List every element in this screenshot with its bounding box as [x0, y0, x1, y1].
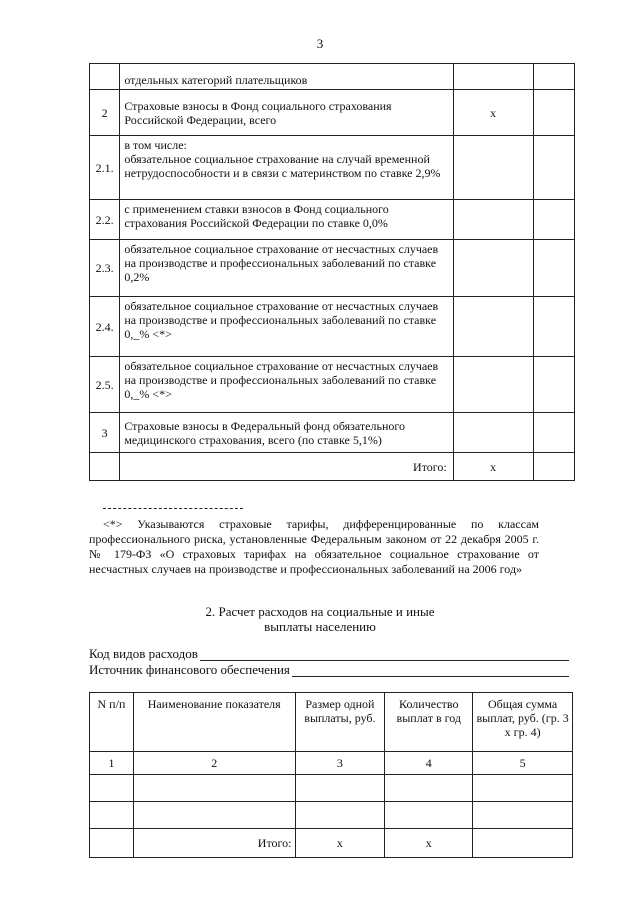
expense-code-field [89, 646, 569, 661]
row-cell-3 [453, 357, 533, 413]
cell [473, 802, 573, 829]
row-cell-4 [533, 240, 574, 297]
cell [385, 802, 473, 829]
total-label: Итого: [133, 829, 295, 858]
table-row [90, 413, 575, 453]
total-row [90, 453, 575, 481]
row-cell-3 [453, 413, 533, 453]
cell [295, 775, 385, 802]
expense-code-label: Код видов расходов [89, 646, 198, 661]
cell [90, 802, 134, 829]
cell [90, 829, 134, 858]
index-cell: 1 [90, 752, 134, 775]
table-row [90, 136, 575, 200]
row-cell-4 [533, 297, 574, 357]
table-row [90, 240, 575, 297]
row-text: обязательное социальное страхование от несчастных случаев на производстве и профессиональных заболеваний по ставке 0,2% [120, 240, 453, 297]
cell [385, 775, 473, 802]
table-row [90, 357, 575, 413]
index-cell: 2 [133, 752, 295, 775]
total-cell-4: x [385, 829, 473, 858]
total-empty-cell [90, 453, 120, 481]
row-text: в том числе: обязательное социальное страхование на случай временной нетрудоспособности и в связи с материнством по ставке 2,9% [120, 136, 453, 200]
row-number: 2 [90, 90, 120, 136]
insurance-contributions-table [89, 63, 575, 481]
expense-code-blank[interactable] [200, 648, 569, 661]
total-cell-3: x [453, 453, 533, 481]
row-cell-4 [533, 357, 574, 413]
row-cell-4 [533, 90, 574, 136]
row-number [90, 64, 120, 90]
footnote-separator [103, 508, 243, 509]
header-cell: Наименование показателя [133, 693, 295, 752]
row-number: 2.4. [90, 297, 120, 357]
row-number: 2.2. [90, 200, 120, 240]
section-title [150, 604, 490, 634]
row-cell-3 [453, 240, 533, 297]
table-row [90, 802, 573, 829]
row-text: Страховые взносы в Федеральный фонд обязательного медицинского страхования, всего (по ставке 5,1%) [120, 413, 453, 453]
total-cell-4 [533, 453, 574, 481]
row-cell-3 [453, 297, 533, 357]
cell [90, 775, 134, 802]
cell [133, 775, 295, 802]
table-row [90, 775, 573, 802]
cell [133, 802, 295, 829]
funding-source-label: Источник финансового обеспечения [89, 662, 290, 677]
cell [473, 775, 573, 802]
total-label: Итого: [120, 453, 453, 481]
cell [295, 802, 385, 829]
header-cell: Количество выплат в год [385, 693, 473, 752]
table-row [90, 297, 575, 357]
section-title-line2: выплаты населению [264, 619, 376, 634]
index-row [90, 752, 573, 775]
funding-source-blank[interactable] [292, 664, 569, 677]
footnote [89, 517, 539, 577]
header-row [90, 693, 573, 752]
row-cell-3 [453, 200, 533, 240]
row-cell-3: x [453, 90, 533, 136]
index-cell: 4 [385, 752, 473, 775]
row-text: с применением ставки взносов в Фонд социального страхования Российской Федерации по ставке 0,0% [120, 200, 453, 240]
row-number: 2.5. [90, 357, 120, 413]
row-cell-4 [533, 200, 574, 240]
header-cell: Общая сумма выплат, руб. (гр. 3 x гр. 4) [473, 693, 573, 752]
row-cell-4 [533, 413, 574, 453]
header-cell: N п/п [90, 693, 134, 752]
row-number: 2.3. [90, 240, 120, 297]
row-cell-4 [533, 136, 574, 200]
row-number: 2.1. [90, 136, 120, 200]
row-text: отдельных категорий плательщиков [120, 64, 453, 90]
funding-source-field [89, 662, 569, 677]
table-row [90, 64, 575, 90]
cell [473, 829, 573, 858]
row-cell-4 [533, 64, 574, 90]
index-cell: 3 [295, 752, 385, 775]
section-title-line1: 2. Расчет расходов на социальные и иные [205, 604, 435, 619]
table-row [90, 90, 575, 136]
row-text: Страховые взносы в Фонд социального страхования Российской Федерации, всего [120, 90, 453, 136]
table-row [90, 200, 575, 240]
row-text: обязательное социальное страхование от несчастных случаев на производстве и профессиональных заболеваний по ставке 0,_% <*> [120, 297, 453, 357]
total-cell-3: x [295, 829, 385, 858]
social-payments-table [89, 692, 573, 858]
index-cell: 5 [473, 752, 573, 775]
header-cell: Размер одной выплаты, руб. [295, 693, 385, 752]
row-number: 3 [90, 413, 120, 453]
page-number: 3 [316, 36, 324, 51]
row-cell-3 [453, 64, 533, 90]
total-row [90, 829, 573, 858]
footnote-text: <*> Указываются страховые тарифы, дифференцированные по классам профессионального риска, установленные Федеральным законом от 22 декабря 2005 г. № 179-ФЗ «О страховых тарифах на обязательное социальное страхование от несчастных случаев на производстве и профессиональных заболеваний на 2006 год» [89, 517, 539, 576]
row-text: обязательное социальное страхование от несчастных случаев на производстве и профессиональных заболеваний по ставке 0,_% <*> [120, 357, 453, 413]
row-cell-3 [453, 136, 533, 200]
